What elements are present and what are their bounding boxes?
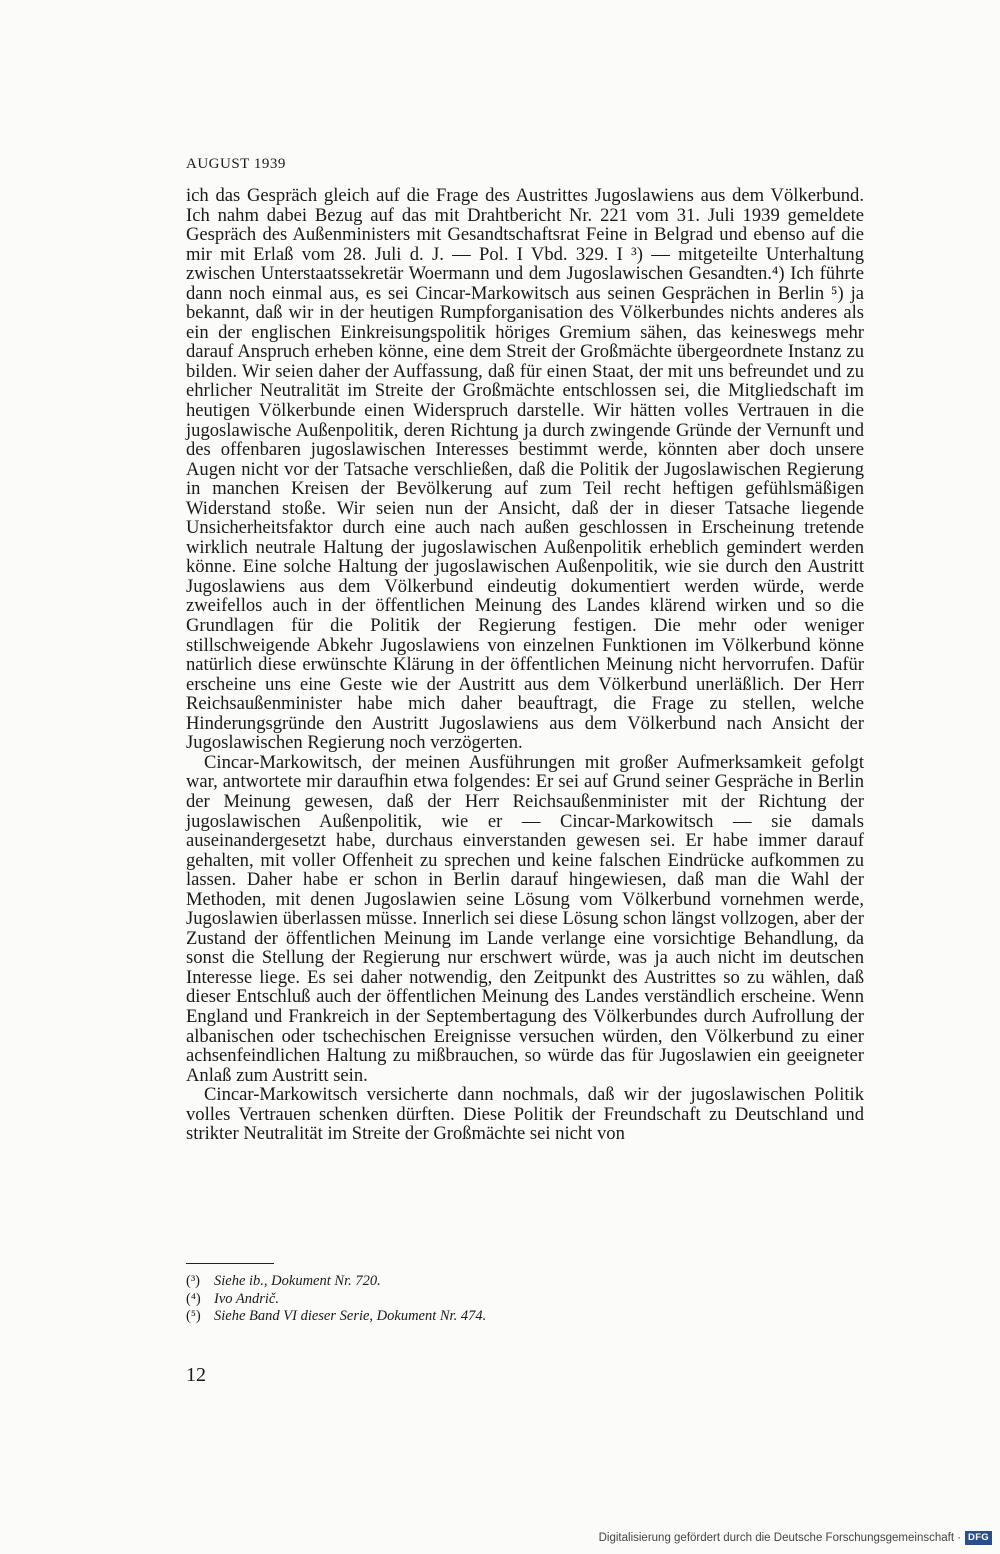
body-text — [186, 186, 864, 1144]
dfg-logo: DFG — [965, 1531, 992, 1545]
footnote-mark: (⁴) — [186, 1290, 201, 1307]
page-number: 12 — [186, 1364, 206, 1386]
paragraph: Cincar-Markowitsch, der meinen Ausführungen mit großer Aufmerksamkeit gefolgt war, antwortete mir daraufhin etwa folgendes: Er sei auf Grund seiner Gespräche in Berlin der Meinung gewesen, daß der Herr Reichsaußenminister mit der Richtung der jugoslawischen Außenpolitik, wie er — Cincar-Markowitsch — sie damals auseinandergesetzt habe, durchaus einverstanden gewesen sei. Er habe immer darauf gehalten, mit voller Offenheit zu sprechen und keine falschen Eindrücke aufkommen zu lassen. Daher habe er schon in Berlin darauf hingewiesen, daß man die Wahl der Methoden, mit denen Jugoslawien seine Lösung vom Völkerbund vornehmen werde, Jugoslawien überlassen müsse. Innerlich sei diese Lösung schon längst vollzogen, aber der Zustand der öffentlichen Meinung im Lande verlange eine vorsichtige Behandlung, da sonst die Stellung der Regierung nur erschwert würde, was ja auch nicht im deutschen Interesse liege. Es sei daher notwendig, den Zeitpunkt des Austrittes so zu wählen, daß dieser Entschluß auch der öffentlichen Meinung des Landes verständlich erscheine. Wenn England und Frankreich in der Septembertagung des Völkerbundes durch Aufrollung der albanischen oder tschechischen Ereignisse versuchen würden, den Völkerbund zu einer achsenfeindlichen Haltung zu mißbrauchen, so würde das für Jugoslawien ein geeigneter Anlaß zum Austritt sein. — [186, 751, 864, 1086]
paragraph: Cincar-Markowitsch versicherte dann nochmals, daß wir der jugoslawischen Politik volles Vertrauen schenken dürften. Diese Politik der Freundschaft zu Deutschland und strikter Neutralität im Streite der Großmächte sei nicht von — [186, 1084, 864, 1145]
credit-text: Digitalisierung gefördert durch die Deutsche Forschungsgemeinschaft · — [598, 1532, 962, 1544]
footnote — [186, 1273, 786, 1291]
digitization-credit — [599, 1531, 992, 1545]
footnote-mark: (³) — [186, 1273, 201, 1289]
footnote-divider — [186, 1263, 274, 1264]
footnote — [186, 1291, 786, 1309]
footnotes — [186, 1273, 786, 1326]
footnote — [186, 1308, 786, 1326]
footnote-text: Siehe ib., Dokument Nr. 720. — [214, 1273, 381, 1289]
footnote-text: Siehe Band VI dieser Serie, Dokument Nr. 474. — [214, 1308, 487, 1324]
running-head: AUGUST 1939 — [186, 156, 286, 172]
footnote-text: Ivo Andrič. — [214, 1290, 279, 1307]
paragraph: ich das Gespräch gleich auf die Frage des Austrittes Jugoslawiens aus dem Völkerbund. Ich nahm dabei Bezug auf das mit Drahtbericht Nr. 221 vom 31. Juli 1939 gemeldete Gespräch des Außenministers mit Gesandtschaftsrat Feine in Belgrad und ebenso auf die mir mit Erlaß vom 28. Juli d. J. — Pol. I Vbd. 329. I ³) — mitgeteilte Unterhaltung zwischen Unterstaatssekretär Woermann und dem Jugoslawischen Gesandten.⁴) Ich führte dann noch einmal aus, es sei Cincar-Markowitsch aus seinen Gesprächen in Berlin ⁵) ja bekannt, daß wir in der heutigen Rumpforganisation des Völkerbundes nichts anderes als ein der englischen Einkreisungspolitik höriges Gremium sähen, das keineswegs mehr darauf Anspruch erheben könne, eine dem Streit der Großmächte übergeordnete Instanz zu bilden. Wir seien daher der Auffassung, daß für einen Staat, der mit uns befreundet und zu ehrlicher Neutralität im Streite der Großmächte entschlossen sei, die Mitgliedschaft im heutigen Völkerbunde einen Widerspruch darstelle. Wir hätten volles Vertrauen in die jugoslawische Außenpolitik, deren Richtung ja durch zwingende Gründe der Vernunft und des offenbaren jugoslawischen Interesses bestimmt werde, könnten aber doch unsere Augen nicht vor der Tatsache verschließen, daß die Politik der Jugoslawischen Regierung in manchen Kreisen der Bevölkerung auf zum Teil recht heftigen gefühlsmäßigen Widerstand stoße. Wir seien nun der Ansicht, daß der in dieser Tatsache liegende Unsicherheitsfaktor durch eine auch nach außen geschlossen in Erscheinung tretende wirklich neutrale Haltung der jugoslawischen Außenpolitik erheblich gemindert werden könne. Eine solche Haltung der jugoslawischen Außenpolitik, wie sie durch den Austritt Jugoslawiens aus dem Völkerbund eindeutig dokumentiert werden würde, werde zweifellos auch in der öffentlichen Meinung des Landes klärend wirken und so die Grundlagen für die Politik der Regierung festigen. Die mehr oder weniger stillschweigende Abkehr Jugoslawiens von einzelnen Funktionen im Völkerbund könne natürlich diese erwünschte Klärung in der öffentlichen Meinung nicht hervorrufen. Dafür erscheine uns eine Geste wie der Austritt aus dem Völkerbund unerläßlich. Der Herr Reichsaußenminister habe mich daher beauftragt, die Frage zu stellen, welche Hinderungsgründe den Austritt Jugoslawiens aus dem Völkerbund nach Ansicht der Jugoslawischen Regierung noch verzögerten. — [186, 185, 864, 754]
footnote-mark: (⁵) — [186, 1308, 201, 1324]
